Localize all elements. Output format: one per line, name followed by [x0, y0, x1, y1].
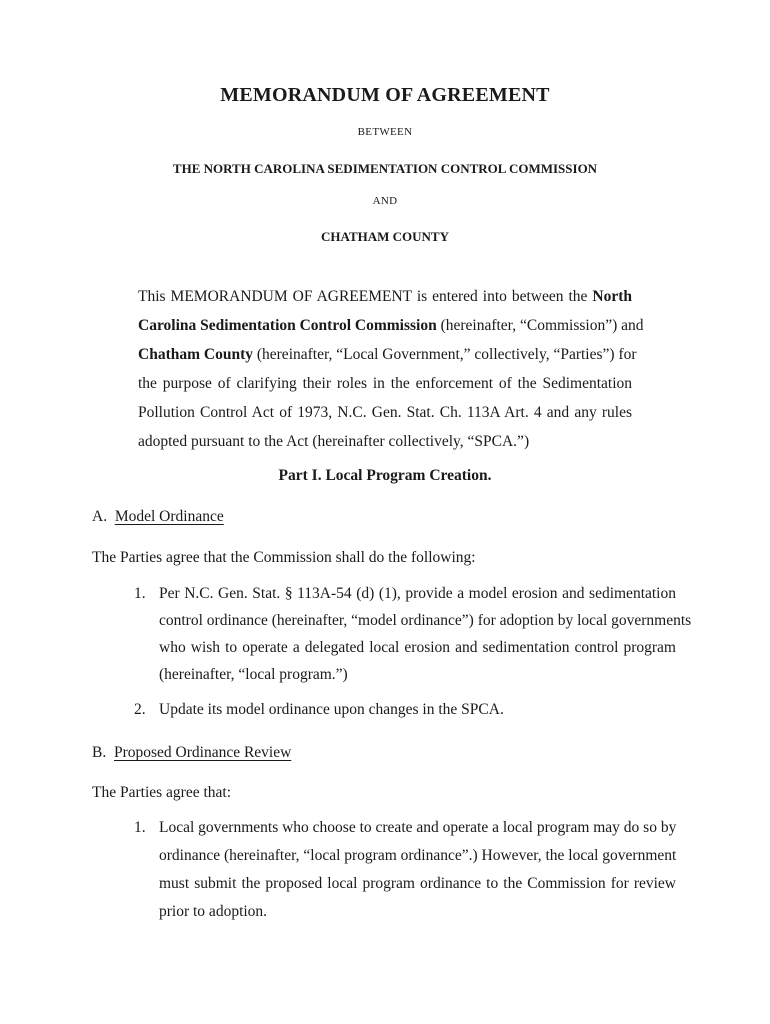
- section-a-lead: The Parties agree that the Commission shall do the following:: [92, 549, 476, 566]
- party-one-label: THE NORTH CAROLINA SEDIMENTATION CONTROL COMMISSION: [172, 161, 598, 176]
- list-item-line: ordinance (hereinafter, “local program ordinance”.) However, the local government: [159, 847, 677, 864]
- section-b-letter: B.: [92, 744, 107, 761]
- list-item-line: who wish to operate a delegated local erosion and sedimentation control program: [159, 639, 676, 656]
- intro-line: Chatham County (hereinafter, “Local Government,” collectively, “Parties”) for: [138, 346, 637, 363]
- bold-term: Carolina Sedimentation Control Commission: [138, 317, 437, 334]
- list-item-line: Update its model ordinance upon changes in the SPCA.: [159, 701, 504, 718]
- document-title: MEMORANDUM OF AGREEMENT: [220, 84, 550, 106]
- list-item-line: Per N.C. Gen. Stat. § 113A-54 (d) (1), provide a model erosion and sedimentation: [159, 585, 676, 602]
- intro-line: adopted pursuant to the Act (hereinafter collectively, “SPCA.”): [138, 433, 530, 450]
- and-label: AND: [372, 195, 398, 207]
- list-item-line: must submit the proposed local program ordinance to the Commission for review: [159, 875, 676, 892]
- between-label: BETWEEN: [357, 126, 413, 138]
- list-item-line: prior to adoption.: [159, 903, 268, 920]
- section-a-heading: [92, 508, 224, 526]
- section-a-letter: A.: [92, 508, 108, 525]
- list-item-line: (hereinafter, “local program.”): [159, 666, 348, 683]
- party-two-label: CHATHAM COUNTY: [321, 229, 449, 244]
- bold-term: North: [592, 288, 632, 305]
- section-b-item-number: 1.: [134, 819, 146, 836]
- intro-line: This MEMORANDUM OF AGREEMENT is entered into between the North: [138, 288, 632, 305]
- part-one-heading: Part I. Local Program Creation.: [278, 467, 492, 484]
- intro-line: the purpose of clarifying their roles in the enforcement of the Sedimentation: [138, 375, 632, 392]
- section-b-title: Proposed Ordinance Review: [113, 744, 292, 761]
- intro-line: Carolina Sedimentation Control Commission (hereinafter, “Commission”) and: [138, 317, 644, 334]
- bold-term: Chatham County: [138, 346, 253, 363]
- section-a-item-number: 1.: [134, 585, 146, 602]
- section-a-title: Model Ordinance: [114, 508, 224, 525]
- list-item-line: Local governments who choose to create and operate a local program may do so by: [159, 819, 677, 836]
- list-item-line: control ordinance (hereinafter, “model ordinance”) for adoption by local governments: [159, 612, 692, 629]
- section-b-lead: The Parties agree that:: [92, 784, 232, 801]
- intro-line: Pollution Control Act of 1973, N.C. Gen. Stat. Ch. 113A Art. 4 and any rules: [138, 404, 632, 421]
- section-a-item-number: 2.: [134, 701, 146, 718]
- section-b-heading: [92, 744, 291, 762]
